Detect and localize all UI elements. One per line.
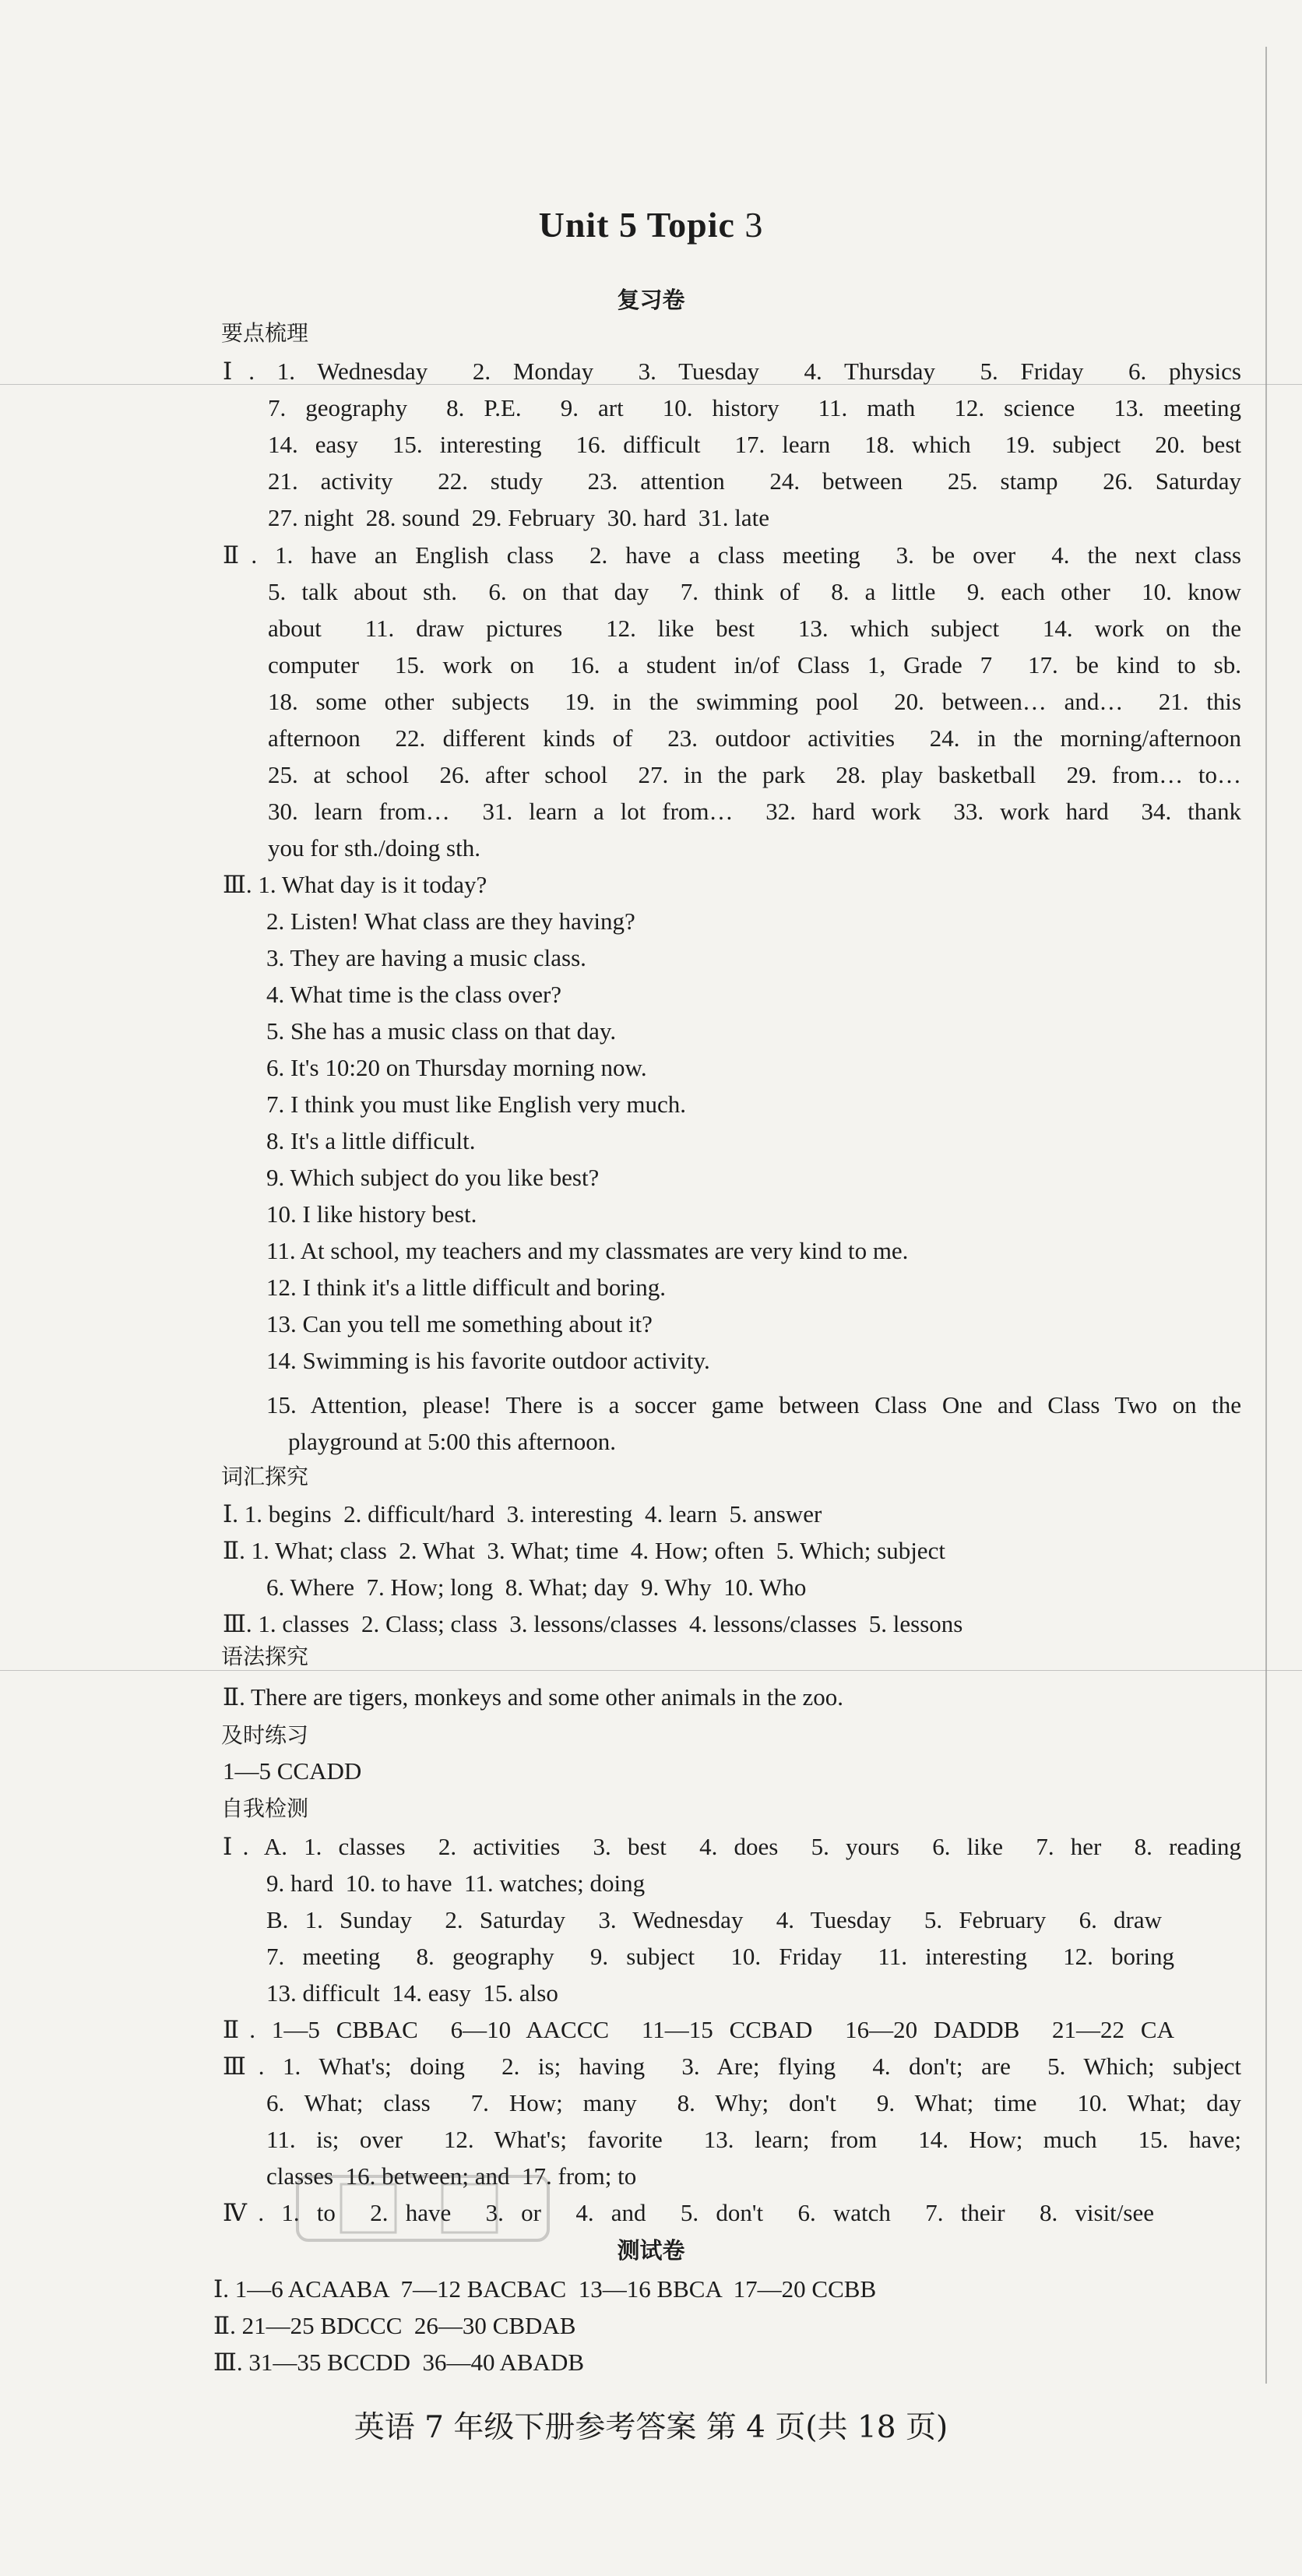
text-line: 13. Can you tell me something about it?	[266, 1310, 653, 1337]
text-line: 8. It's a little difficult.	[266, 1127, 476, 1154]
text-line: Ⅱ. 21—25 BDCCC 26—30 CBDAB	[213, 2312, 576, 2339]
review-heading: 复习卷	[617, 287, 685, 313]
text-line: 7. meeting 8. geography 9. subject 10. Friday 11. interesting 12. boring	[266, 1943, 1174, 1970]
text-line: Ⅰ. 1—6 ACAABA 7—12 BACBAC 13—16 BBCA 17—20 CCBB	[213, 2275, 877, 2303]
text-line: 25. at school 26. after school 27. in the park 28. play basketball 29. from… to…	[268, 761, 1241, 788]
text-line: 11. At school, my teachers and my classmates are very kind to me.	[266, 1237, 909, 1264]
text-line: about 11. draw pictures 12. like best 13. which subject 14. work on the	[268, 615, 1241, 642]
text-line: 14. easy 15. interesting 16. difficult 17. learn 18. which 19. subject 20. best	[268, 431, 1241, 458]
text-line: 15. Attention, please! There is a soccer game between Class One and Class Two on the	[266, 1391, 1241, 1418]
text-line: B. 1. Sunday 2. Saturday 3. Wednesday 4. Tuesday 5. February 6. draw	[266, 1906, 1162, 1933]
yufa-line: Ⅱ. There are tigers, monkeys and some other animals in the zoo.	[223, 1683, 843, 1711]
text-line: 10. I like history best.	[266, 1200, 477, 1228]
binding-line	[1265, 47, 1267, 2384]
text-line: Ⅰ. 1. Wednesday 2. Monday 3. Tuesday 4. Thursday 5. Friday 6. physics	[223, 358, 1241, 385]
text-line: 12. I think it's a little difficult and boring.	[266, 1274, 666, 1301]
text-line: 2. Listen! What class are they having?	[266, 907, 635, 935]
text-line: Ⅱ. 1. What; class 2. What 3. What; time 4. How; often 5. Which; subject	[223, 1537, 945, 1564]
text-line: 27. night 28. sound 29. February 30. hard 31. late	[268, 504, 770, 531]
text-line: Ⅲ. 1. classes 2. Class; class 3. lessons/classes 4. lessons/classes 5. lessons	[223, 1610, 963, 1637]
text-line: Ⅲ. 1. What's; doing 2. is; having 3. Are; flying 4. don't; are 5. Which; subject	[223, 2053, 1241, 2080]
text-line: 9. Which subject do you like best?	[266, 1164, 600, 1191]
title-text: Unit 5 Topic	[538, 205, 735, 245]
text-line: classes 16. between; and 17. from; to	[266, 2162, 637, 2190]
section-cihui: 词汇探究	[221, 1464, 309, 1489]
fold-line-middle	[0, 1670, 1302, 1671]
page-title	[0, 204, 1302, 245]
section-yufa: 语法探究	[221, 1644, 309, 1669]
text-line: playground at 5:00 this afternoon.	[288, 1428, 616, 1455]
text-line: afternoon 22. different kinds of 23. outdoor activities 24. in the morning/afternoon	[268, 724, 1241, 752]
section-yaodian: 要点梳理	[221, 320, 309, 346]
text-line: 6. What; class 7. How; many 8. Why; don't 9. What; time 10. What; day	[266, 2089, 1241, 2116]
text-line: 7. geography 8. P.E. 9. art 10. history 11. math 12. science 13. meeting	[268, 394, 1241, 421]
text-line: Ⅲ. 31—35 BCCDD 36—40 ABADB	[213, 2349, 585, 2376]
text-line: 3. They are having a music class.	[266, 944, 586, 971]
text-line: 13. difficult 14. easy 15. also	[266, 1979, 558, 2007]
text-line: computer 15. work on 16. a student in/of Class 1, Grade 7 17. be kind to sb.	[268, 651, 1241, 678]
text-line: Ⅳ. 1. to 2. have 3. or 4. and 5. don't 6. watch 7. their 8. visit/see	[223, 2199, 1154, 2226]
page-footer: 英语 7 年级下册参考答案 第 4 页(共 18 页)	[354, 2410, 948, 2445]
text-line: you for sth./doing sth.	[268, 834, 480, 862]
test-heading: 测试卷	[617, 2237, 685, 2264]
section-jishi: 及时练习	[221, 1722, 309, 1748]
text-line: Ⅲ. 1. What day is it today?	[223, 871, 487, 898]
text-line: 4. What time is the class over?	[266, 981, 562, 1008]
text-line: Ⅰ. 1. begins 2. difficult/hard 3. interesting 4. learn 5. answer	[223, 1500, 822, 1528]
text-line: Ⅱ. 1—5 CBBAC 6—10 AACCC 11—15 CCBAD 16—20 DADDB 21—22 CA	[223, 2016, 1174, 2043]
text-line: 6. It's 10:20 on Thursday morning now.	[266, 1054, 647, 1081]
text-line: 21. activity 22. study 23. attention 24. between 25. stamp 26. Saturday	[268, 467, 1241, 495]
jishi-line: 1—5 CCADD	[223, 1757, 362, 1785]
text-line: 7. I think you must like English very much.	[266, 1091, 687, 1118]
text-line: Ⅰ. A. 1. classes 2. activities 3. best 4. does 5. yours 6. like 7. her 8. reading	[223, 1833, 1241, 1860]
text-line: 30. learn from… 31. learn a lot from… 32. hard work 33. work hard 34. thank	[268, 798, 1241, 825]
text-line: 5. talk about sth. 6. on that day 7. think of 8. a little 9. each other 10. know	[268, 578, 1241, 605]
text-line: Ⅱ. 1. have an English class 2. have a class meeting 3. be over 4. the next class	[223, 541, 1241, 569]
text-line: 5. She has a music class on that day.	[266, 1017, 617, 1045]
text-line: 9. hard 10. to have 11. watches; doing	[266, 1869, 646, 1897]
title-number: 3	[744, 205, 764, 245]
text-line: 11. is; over 12. What's; favorite 13. learn; from 14. How; much 15. have;	[266, 2126, 1241, 2153]
text-line: 14. Swimming is his favorite outdoor activity.	[266, 1347, 710, 1374]
text-line: 6. Where 7. How; long 8. What; day 9. Why 10. Who	[266, 1573, 807, 1601]
text-line: 18. some other subjects 19. in the swimming pool 20. between… and… 21. this	[268, 688, 1241, 715]
section-ziwo: 自我检测	[221, 1795, 309, 1821]
